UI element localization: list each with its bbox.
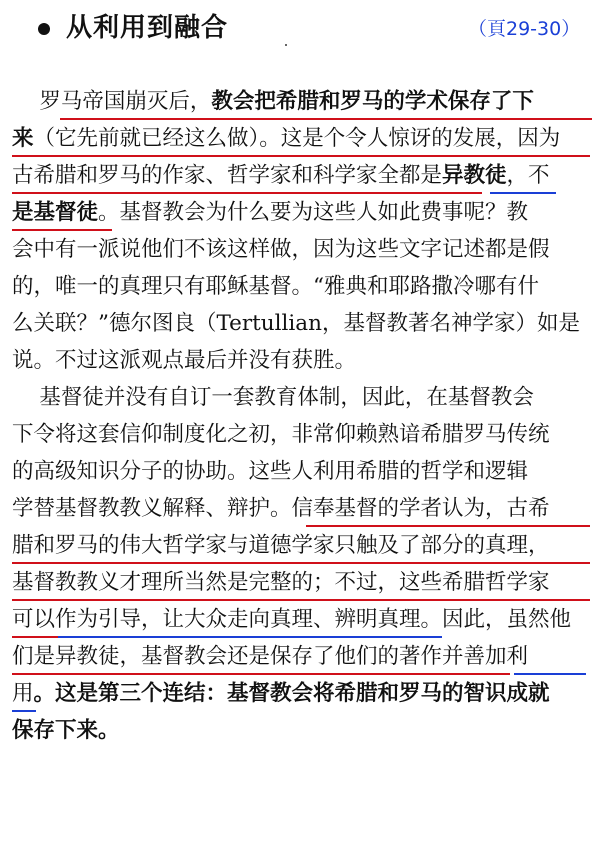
text-segment: 说。不过这派观点最后并没有获胜。 (12, 348, 357, 373)
text-segment: 会中有一派说他们不该这样做，因为这些文字记述都是假 (12, 237, 550, 262)
text-segment: 下令将这套信仰制度化之初，非常仰赖熟谙希腊罗马传统 (12, 422, 550, 447)
text-segment: 善加利 (463, 644, 529, 669)
text-segment: 的高级知识分子的协助。这些人利用希腊的哲学和逻辑 (12, 459, 529, 484)
text-line (12, 157, 592, 194)
text-segment: 基督教教义才理所当然是完整的；不过，这些希腊哲学家 (12, 570, 550, 595)
text-line (12, 83, 592, 120)
text-segment: （它先前就已经这么做）。这是个令人惊讶的发展，因为 (33, 126, 561, 151)
text-segment: 。因此，虽然他 (420, 607, 572, 632)
text-segment: 信奉基督的学者认为，古希 (291, 496, 550, 521)
text-segment: 。基督教会为什么要为这些人如此费事呢？教 (98, 200, 529, 225)
bullet-icon (38, 23, 50, 35)
text-segment: 古希腊和罗马的作家、哲学家和科学家全都是 (12, 163, 443, 188)
text-line (12, 120, 592, 157)
text-line (12, 675, 592, 712)
body-text (12, 83, 592, 749)
text-segment: 作为引导，让大众走向真理、辨明真理 (55, 607, 421, 632)
text-line (12, 379, 592, 416)
text-segment: 腊和罗马的伟大哲学家与道德学家只触及了部分的真理， (12, 533, 550, 558)
text-line (12, 490, 592, 527)
text-segment: 的，唯一的真理只有耶稣基督。“雅典和耶路撒冷哪有什 (12, 274, 539, 299)
text-line (12, 416, 592, 453)
text-line (12, 268, 592, 305)
stray-dot (285, 44, 287, 46)
text-line (12, 194, 592, 231)
text-segment: 么关联？”德尔图良（Tertullian，基督教著名神学家）如是 (12, 311, 580, 336)
text-segment: 基督徒并没有自订一套教育体制，因此，在基督教会 (12, 385, 534, 410)
text-segment: 。这是第三个连结：基督教会将希腊和罗马的智识成就 (33, 681, 550, 706)
text-line (12, 342, 592, 379)
text-segment: 用 (12, 681, 34, 706)
text-line (12, 601, 592, 638)
text-line (12, 305, 592, 342)
text-line (12, 712, 592, 749)
section-title: 从利用到融合 (66, 13, 229, 43)
text-line (12, 564, 592, 601)
text-segment: 教会把希腊和罗马的学术保存了下 (211, 89, 534, 114)
text-line (12, 638, 592, 675)
section-header (0, 0, 600, 60)
text-line (12, 453, 592, 490)
text-line (12, 527, 592, 564)
text-segment: 是基督徒 (12, 200, 99, 225)
text-segment: ，不 (506, 163, 550, 188)
text-line (12, 231, 592, 268)
page-reference: （頁29-30） (468, 18, 581, 40)
text-segment: 异教徒 (442, 163, 507, 188)
text-segment: 罗马帝国崩灭后， (12, 89, 212, 114)
text-segment: 学替基督教教义解释、辩护。 (12, 496, 292, 521)
text-segment: 可以 (12, 607, 56, 632)
text-segment: 保存下来。 (12, 718, 120, 743)
text-segment: 们是异教徒，基督教会还是保存了他们的著作并 (12, 644, 464, 669)
text-segment: 来 (12, 126, 34, 151)
